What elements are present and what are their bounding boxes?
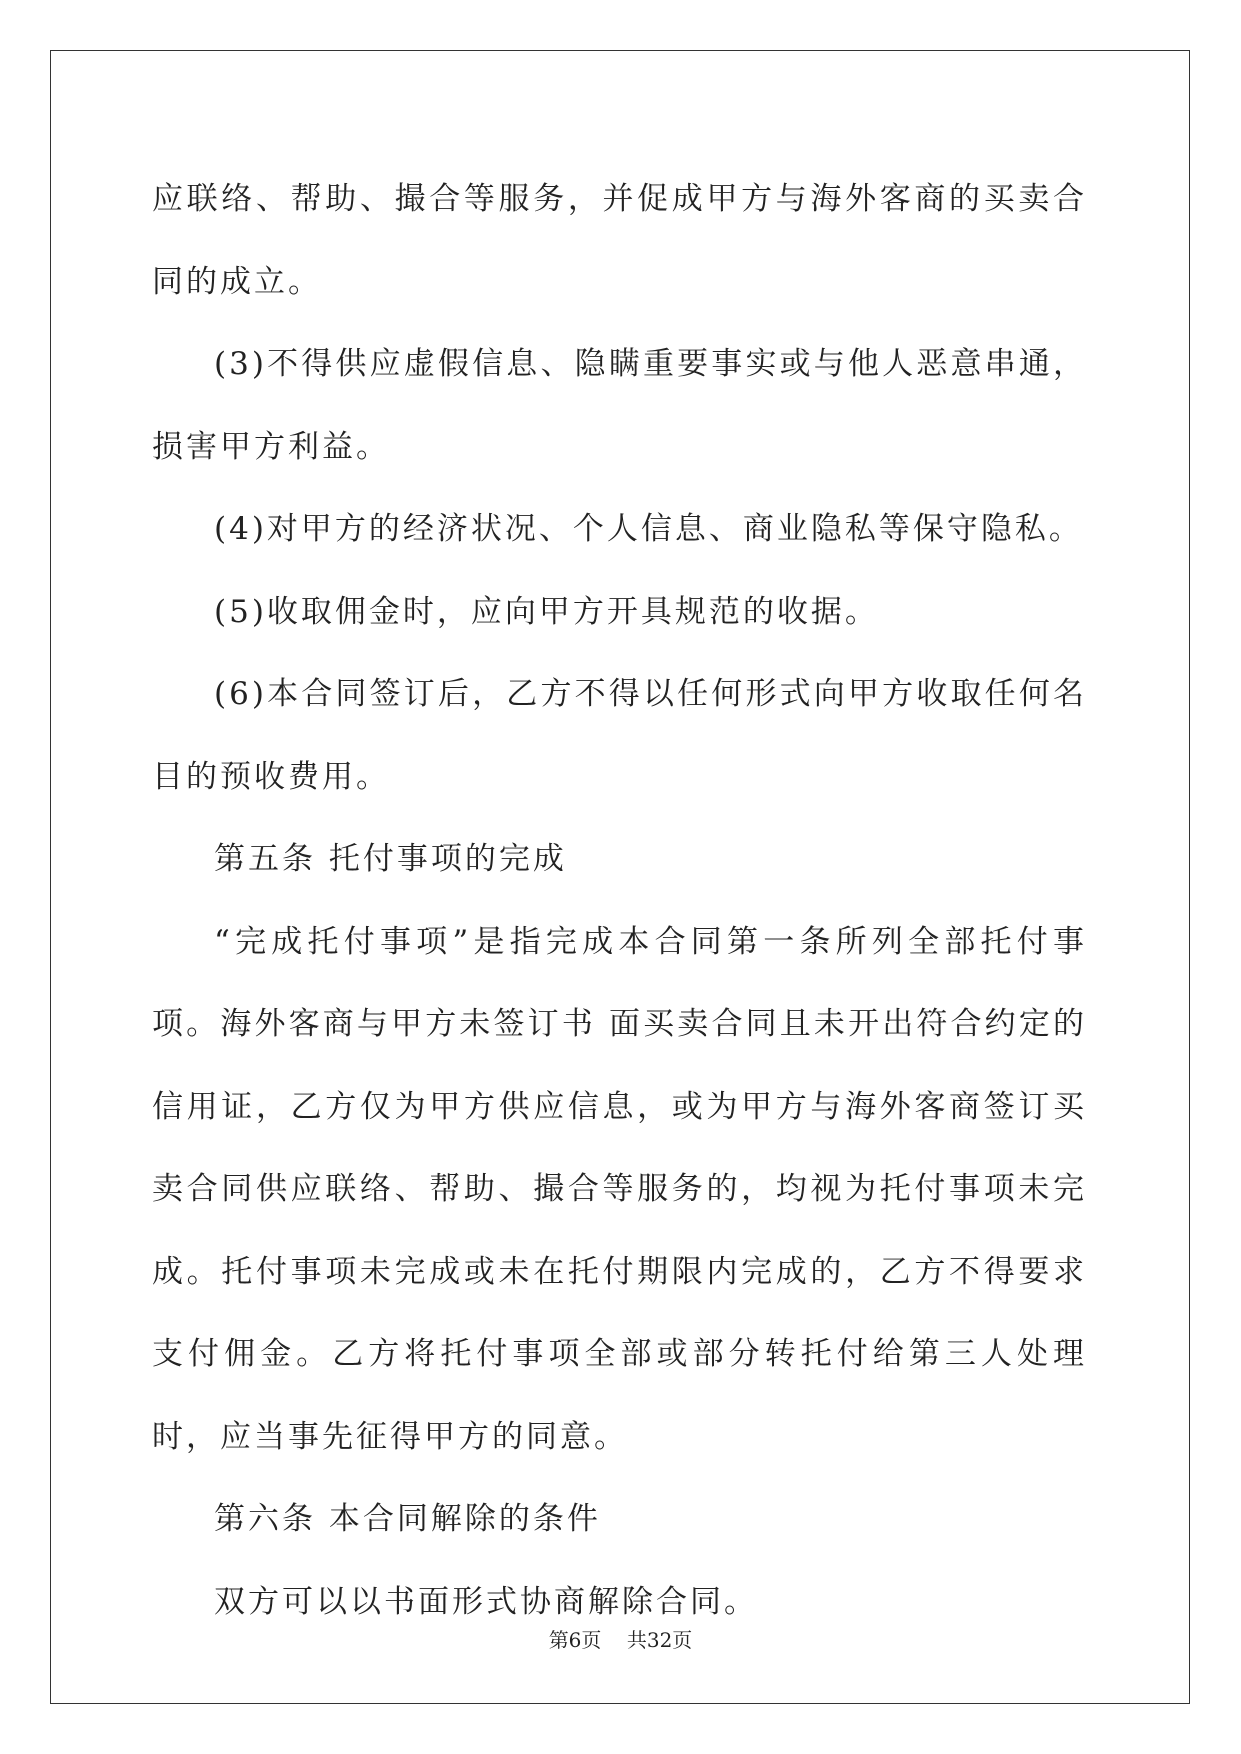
article-6-body: 双方可以以书面形式协商解除合同。 (214, 1583, 758, 1620)
paragraph-continuation: 应联络、帮助、撮合等服务，并促成甲方与海外客商的买卖合同的成立。 (152, 181, 1087, 300)
current-page-number: 第6页 (548, 1628, 602, 1652)
total-page-count: 共32页 (626, 1628, 693, 1652)
paragraph-item-4: (4)对甲方的经济状况、个人信息、商业隐私等保守隐私。 (214, 511, 1083, 547)
page-footer (0, 1624, 1241, 1653)
paragraph-item-3: (3)不得供应虚假信息、隐瞒重要事实或与他人恶意串通，损害甲方利益。 (152, 346, 1087, 465)
document-body (152, 158, 1087, 1643)
article-5-body: “完成托付事项”是指完成本合同第一条所列全部托付事项。海外客商与甲方未签订书 面买卖合同且未开出符合约定的信用证，乙方仅为甲方供应信息，或为甲方与海外客商签订买卖合同供应联络、帮助、撮合等服务的，均视为托付事项未完成。托付事项未完成或未在托付期限内完成的，乙方不得要求支付佣金。乙方将托付事项全部或部分转托付给第三人处理时，应当事先征得甲方的同意。 (152, 923, 1087, 1455)
article-6-heading: 第六条 本合同解除的条件 (214, 1501, 601, 1537)
article-5-heading: 第五条 托付事项的完成 (214, 841, 567, 877)
paragraph-item-6: (6)本合同签订后，乙方不得以任何形式向甲方收取任何名目的预收费用。 (152, 676, 1087, 795)
paragraph-item-5: (5)收取佣金时，应向甲方开具规范的收据。 (214, 593, 879, 630)
